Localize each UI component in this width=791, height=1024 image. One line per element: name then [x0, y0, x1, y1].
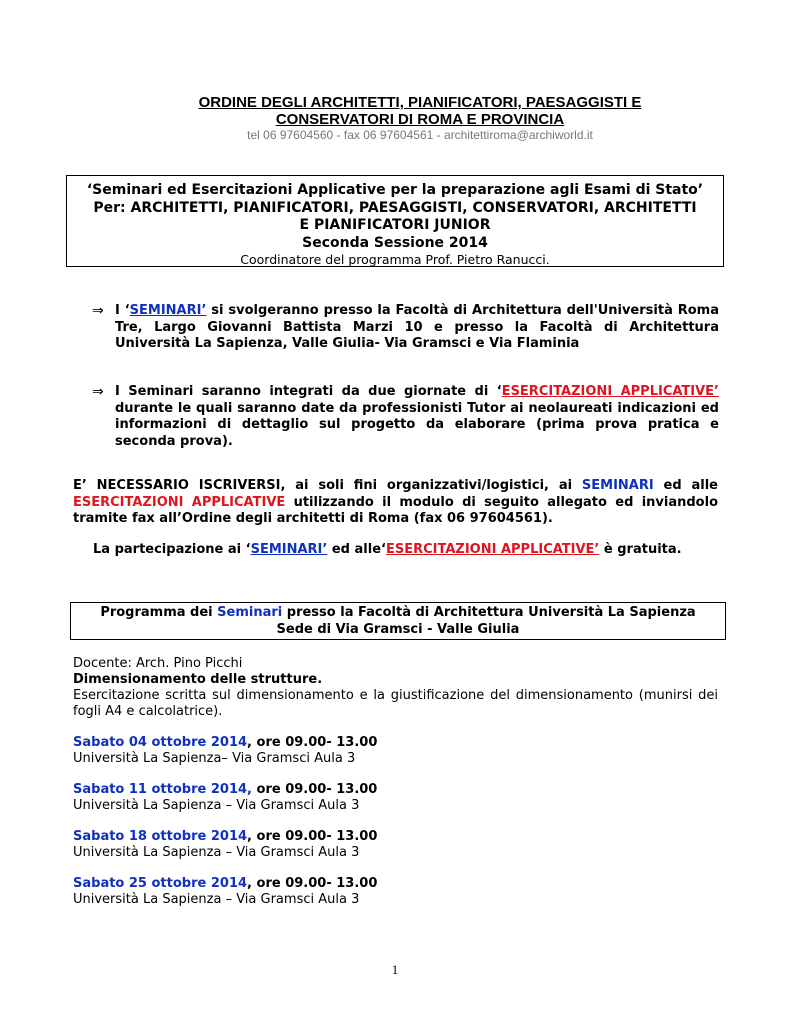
free-note-text-2: ed alle‘: [327, 542, 386, 557]
session-place: Università La Sapienza – Via Gramsci Aula 3: [73, 892, 360, 907]
programme-box: [70, 602, 726, 640]
bullet-seminari-text: si svolgeranno presso la Facoltà di Architettura dell'Università Roma Tre, Largo Giovanni Battista Marzi 10 e presso la Facoltà di Architettura Università La Sapienza, Valle Giulia- Via Gramsci e Via Flaminia: [115, 303, 719, 351]
registration-seminari: SEMINARI: [581, 478, 654, 493]
session-place: Università La Sapienza– Via Gramsci Aula 3: [73, 751, 356, 766]
bullet-esercitazioni-text: durante le quali saranno date da professionisti Tutor ai neolaureati indicazioni ed informazioni di dettaglio sul progetto da elaborare (prima prova pratica e seconda prova).: [115, 400, 719, 449]
session-date: Sabato 04 ottobre 2014: [73, 735, 248, 750]
intro-line4: Seconda Sessione 2014: [302, 234, 488, 251]
lesson-topic: Dimensionamento delle strutture.: [73, 672, 323, 687]
registration-text-1: E’ NECESSARIO ISCRIVERSI, ai soli fini organizzativi/logistici, ai: [73, 478, 582, 493]
session-time: , ore 09.00- 13.00: [247, 735, 378, 750]
session-date: Sabato 11 ottobre 2014,: [73, 782, 252, 797]
bullet-seminari: [115, 303, 719, 353]
free-note-text-1: La partecipazione ai ‘: [93, 542, 251, 557]
free-note-esercitazioni-link[interactable]: ESERCITAZIONI APPLICATIVE’: [385, 542, 600, 557]
intro-line1: ‘Seminari ed Esercitazioni Applicative per la preparazione agli Esami di Stato’: [86, 182, 704, 198]
coordinator-text: Coordinatore del programma Prof. Pietro Ranucci.: [240, 252, 550, 267]
bullet-esercitazioni-pre: I Seminari saranno integrati da due giornate di ‘: [115, 384, 502, 399]
free-participation-note: [93, 542, 733, 559]
session-item: [73, 735, 718, 767]
esercitazioni-link[interactable]: ESERCITAZIONI APPLICATIVE’: [501, 384, 719, 399]
free-note-seminari-link[interactable]: SEMINARI’: [250, 542, 328, 557]
session-date: Sabato 25 ottobre 2014: [73, 876, 248, 891]
lesson-teacher: Docente: Arch. Pino Picchi: [73, 656, 243, 671]
org-title-line1: ORDINE DEGLI ARCHITETTI, PIANIFICATORI, PAESAGGISTI E: [198, 94, 642, 111]
intro-box: [66, 175, 724, 267]
free-note-text-3: è gratuita.: [599, 542, 682, 557]
programme-pre: Programma dei: [100, 605, 218, 620]
intro-line3: E PIANIFICATORI JUNIOR: [299, 217, 491, 233]
session-place: Università La Sapienza – Via Gramsci Aula 3: [73, 798, 360, 813]
programme-post: presso la Facoltà di Architettura Università La Sapienza: [282, 605, 696, 620]
programme-line2: Sede di Via Gramsci - Valle Giulia: [276, 622, 520, 637]
intro-line2: Per: ARCHITETTI, PIANIFICATORI, PAESAGGISTI, CONSERVATORI, ARCHITETTI: [93, 199, 697, 216]
seminari-link[interactable]: SEMINARI’: [129, 303, 207, 318]
bullet-seminari-pre: I ‘: [115, 303, 130, 318]
session-item: [73, 876, 718, 908]
session-place: Università La Sapienza – Via Gramsci Aula 3: [73, 845, 360, 860]
registration-esercitazioni: ESERCITAZIONI APPLICATIVE: [73, 494, 286, 510]
session-time: ore 09.00- 13.00: [251, 782, 378, 797]
session-time: , ore 09.00- 13.00: [247, 876, 378, 891]
arrow-bullet-icon: ⇒: [92, 303, 104, 319]
page-number: 1: [391, 962, 399, 977]
session-item: [73, 829, 718, 861]
registration-paragraph: [73, 478, 718, 528]
session-date: Sabato 18 ottobre 2014: [73, 829, 248, 844]
bullet-esercitazioni: [115, 384, 719, 450]
arrow-bullet-icon: ⇒: [92, 384, 104, 400]
lesson-description: Esercitazione scritta sul dimensionamento e la giustificazione del dimensionamento (munirsi dei fogli A4 e calcolatrice).: [73, 688, 718, 719]
org-contact: tel 06 97604560 - fax 06 97604561 - architettiroma@archiworld.it: [247, 128, 593, 142]
registration-text-2: ed alle: [653, 478, 718, 493]
session-item: [73, 782, 718, 814]
programme-line1: [71, 604, 725, 621]
registration-text-3: utilizzando il modulo di seguito allegato ed inviandolo tramite fax all’Ordine degli architetti di Roma (fax 06 97604561).: [73, 494, 718, 526]
org-title-line2: CONSERVATORI DI ROMA E PROVINCIA: [275, 111, 565, 128]
session-time: , ore 09.00- 13.00: [247, 829, 378, 844]
programme-seminari: Seminari: [217, 605, 283, 620]
